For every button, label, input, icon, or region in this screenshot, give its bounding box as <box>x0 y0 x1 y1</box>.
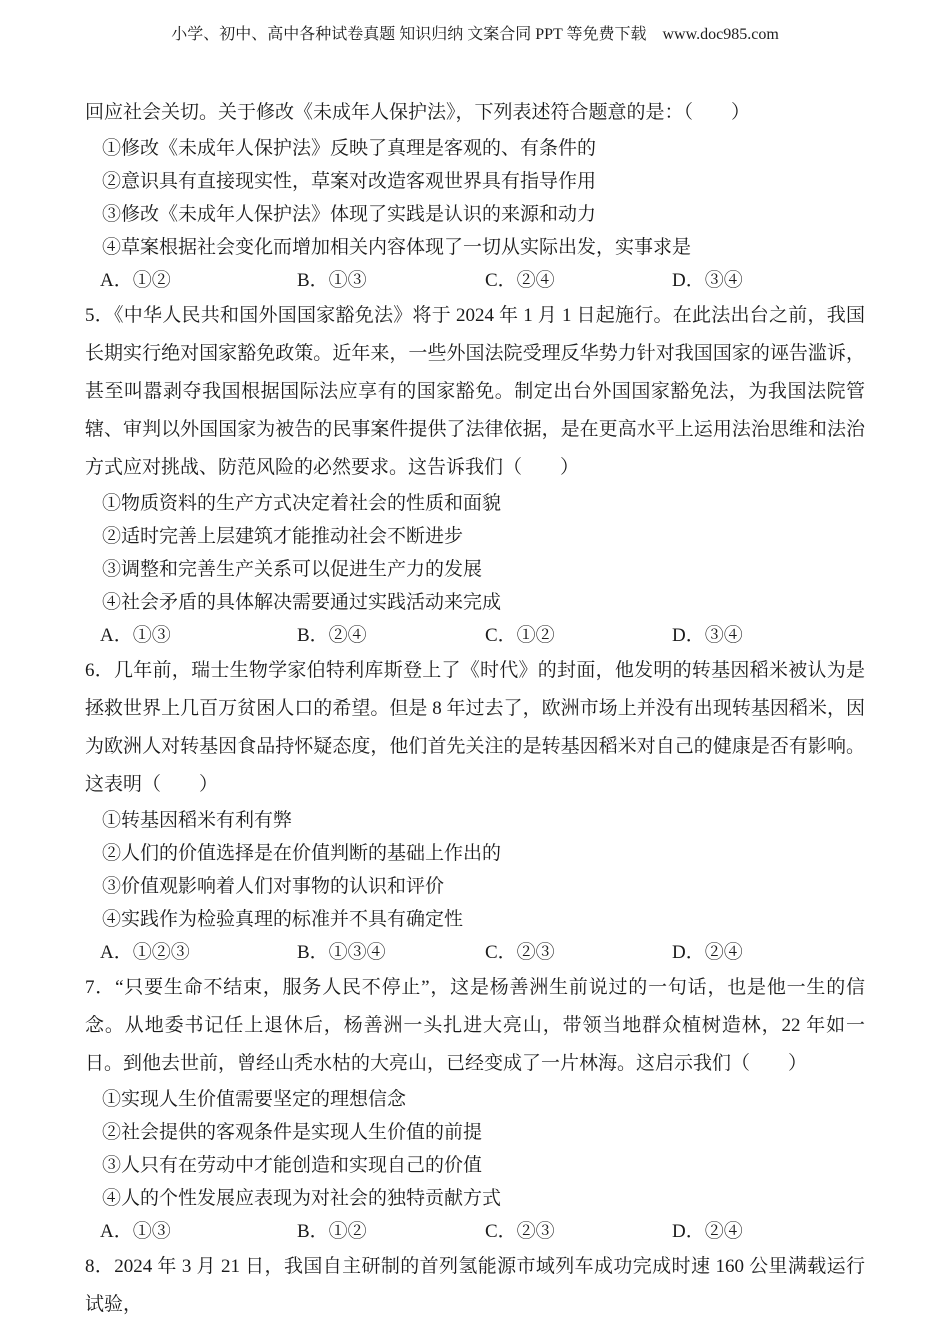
choice-a: A．①②③ <box>100 942 190 963</box>
choice-a: A．①② <box>100 270 171 291</box>
option-item-2: ②人们的价值选择是在价值判断的基础上作出的 <box>102 843 502 864</box>
question-block-4 <box>85 94 865 297</box>
question-block-7 <box>85 969 865 1248</box>
option-item-2: ②意识具有直接现实性，草案对改造客观世界具有指导作用 <box>102 171 597 192</box>
option-item-1: ①实现人生价值需要坚定的理想信念 <box>102 1089 407 1110</box>
header-promo-text: 小学、初中、高中各种试卷真题 知识归纳 文案合同 PPT 等免费下载 <box>171 26 647 43</box>
choice-c: C．①② <box>485 625 555 646</box>
choice-d: D．②④ <box>672 1221 743 1242</box>
choices-row <box>85 1215 865 1248</box>
choice-b: B．②④ <box>297 625 367 646</box>
document-body <box>0 94 950 1324</box>
option-item-3: ③修改《未成年人保护法》体现了实践是认识的来源和动力 <box>102 204 597 225</box>
option-item-3: ③人只有在劳动中才能创造和实现自己的价值 <box>102 1155 483 1176</box>
page-header <box>0 0 950 46</box>
question-block-5 <box>85 297 865 652</box>
question-block-6 <box>85 652 865 969</box>
option-item-1: ①修改《未成年人保护法》反映了真理是客观的、有条件的 <box>102 138 597 159</box>
choice-d: D．③④ <box>672 625 743 646</box>
choice-c: C．②③ <box>485 942 555 963</box>
choice-c: C．②④ <box>485 270 555 291</box>
option-item-3: ③价值观影响着人们对事物的认识和评价 <box>102 876 445 897</box>
option-item-3: ③调整和完善生产关系可以促进生产力的发展 <box>102 559 483 580</box>
option-item-4: ④社会矛盾的具体解决需要通过实践活动来完成 <box>102 592 502 613</box>
choice-a: A．①③ <box>100 625 171 646</box>
choice-d: D．②④ <box>672 942 743 963</box>
question-stem: 5．《中华人民共和国外国国家豁免法》将于 2024 年 1 月 1 日起施行。在此法出台之前，我国长期实行绝对国家豁免政策。近年来，一些外国法院受理反华势力针对我国国家的诬告滥诉，甚至叫嚣剥夺我国根据国际法应享有的国家豁免。制定出台外国国家豁免法，为我国法院管辖、审判以外国国家为被告的民事案件提供了法律依据，是在更高水平上运用法治思维和法治方式应对挑战、防范风险的必然要求。这告诉我们（ ） <box>85 305 865 478</box>
choice-d: D．③④ <box>672 270 743 291</box>
option-item-4: ④人的个性发展应表现为对社会的独特贡献方式 <box>102 1188 502 1209</box>
option-item-1: ①转基因稻米有利有弊 <box>102 810 293 831</box>
choices-row <box>85 264 865 297</box>
question-stem: 回应社会关切。关于修改《未成年人保护法》，下列表述符合题意的是：（ ） <box>85 102 751 123</box>
choice-b: B．①③④ <box>297 942 386 963</box>
option-item-2: ②适时完善上层建筑才能推动社会不断进步 <box>102 526 464 547</box>
option-item-4: ④草案根据社会变化而增加相关内容体现了一切从实际出发，实事求是 <box>102 237 692 258</box>
option-item-2: ②社会提供的客观条件是实现人生价值的前提 <box>102 1122 483 1143</box>
choice-b: B．①② <box>297 1221 367 1242</box>
header-site-url: www.doc985.com <box>662 26 779 43</box>
question-stem: 7．“只要生命不结束，服务人民不停止”，这是杨善洲生前说过的一句话，也是他一生的信念。从地委书记任上退休后，杨善洲一头扎进大亮山，带领当地群众植树造林，22 年如一日。到他去世前，曾经山秃水枯的大亮山，已经变成了一片林海。这启示我们（ ） <box>85 977 865 1074</box>
choices-row <box>85 936 865 969</box>
choice-c: C．②③ <box>485 1221 555 1242</box>
question-block-8 <box>85 1248 865 1324</box>
choice-b: B．①③ <box>297 270 367 291</box>
choices-row <box>85 619 865 652</box>
option-item-1: ①物质资料的生产方式决定着社会的性质和面貌 <box>102 493 502 514</box>
option-item-4: ④实践作为检验真理的标准并不具有确定性 <box>102 909 464 930</box>
choice-a: A．①③ <box>100 1221 171 1242</box>
question-stem: 8．2024 年 3 月 21 日，我国自主研制的首列氢能源市域列车成功完成时速 160 公里满载运行试验， <box>85 1256 865 1315</box>
question-stem: 6．几年前，瑞士生物学家伯特利库斯登上了《时代》的封面，他发明的转基因稻米被认为是拯救世界上几百万贫困人口的希望。但是 8 年过去了，欧洲市场上并没有出现转基因稻米，因为欧洲人对转基因食品持怀疑态度，他们首先关注的是转基因稻米对自己的健康是否有影响。这表明（ ） <box>85 660 865 795</box>
